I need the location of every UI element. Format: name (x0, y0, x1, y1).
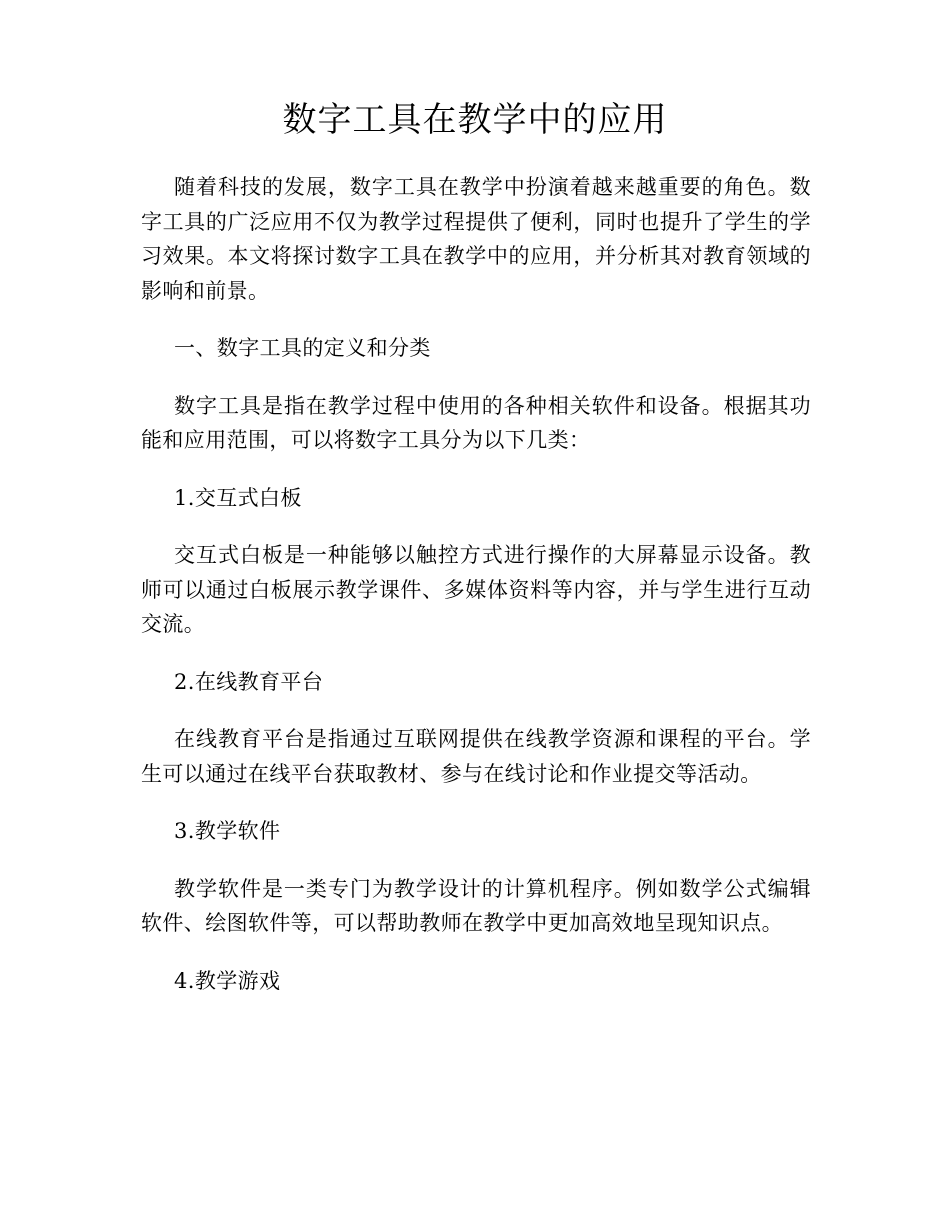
paragraph-teaching-software: 教学软件是一类专门为教学设计的计算机程序。例如数学公式编辑软件、绘图软件等，可以帮助教师在教学中更加高效地呈现知识点。 (141, 876, 811, 935)
document-title: 数字工具在教学中的应用 (282, 100, 668, 140)
paragraph-online-platform: 在线教育平台是指通过互联网提供在线教学资源和课程的平台。学生可以通过在线平台获取教材、参与在线讨论和作业提交等活动。 (141, 727, 811, 786)
subheading-whiteboard: 1.交互式白板 (174, 485, 302, 510)
paragraph-intro: 随着科技的发展，数字工具在教学中扮演着越来越重要的角色。数字工具的广泛应用不仅为教学过程提供了便利，同时也提升了学生的学习效果。本文将探讨数字工具在教学中的应用，并分析其对教育领域的影响和前景。 (141, 175, 811, 303)
subheading-teaching-software: 3.教学软件 (174, 819, 281, 843)
document-body (141, 170, 811, 998)
subheading-online-platform: 2.在线教育平台 (174, 669, 324, 694)
section-heading-definition: 一、数字工具的定义和分类 (174, 336, 431, 360)
paragraph-whiteboard: 交互式白板是一种能够以触控方式进行操作的大屏幕显示设备。教师可以通过白板展示教学课件、多媒体资料等内容，并与学生进行互动交流。 (141, 543, 811, 636)
paragraph-definition: 数字工具是指在教学过程中使用的各种相关软件和设备。根据其功能和应用范围，可以将数字工具分为以下几类： (141, 393, 811, 452)
subheading-teaching-games: 4.教学游戏 (174, 968, 281, 993)
